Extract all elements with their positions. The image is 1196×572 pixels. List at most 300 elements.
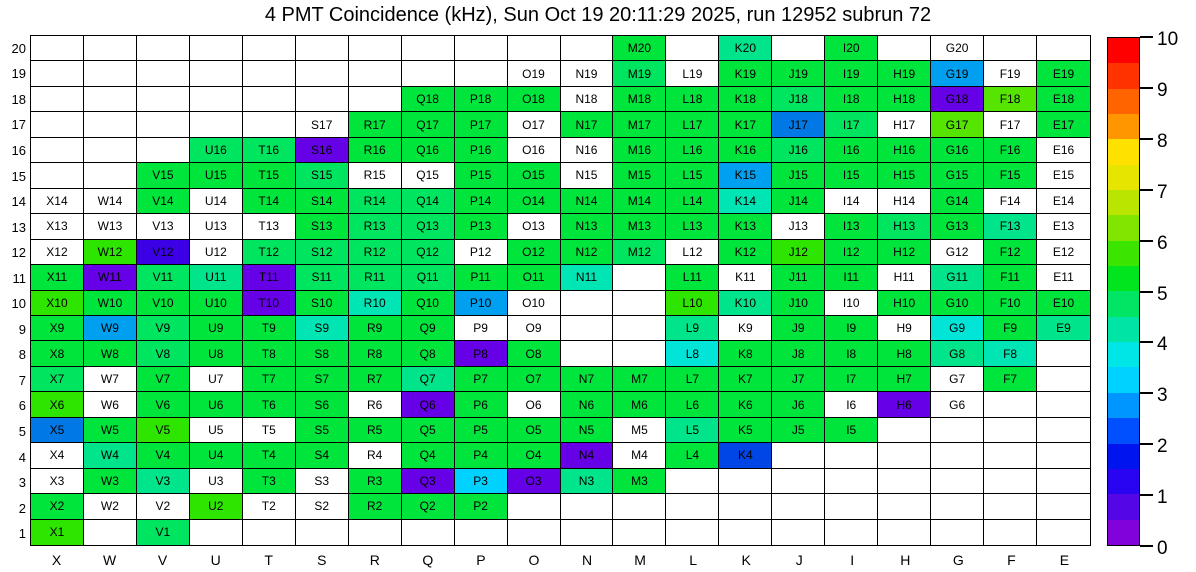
heatmap-cell-K16: K16 <box>719 138 772 163</box>
heatmap-cell-U10: U10 <box>190 291 243 316</box>
heatmap-cell-empty <box>878 36 931 61</box>
heatmap-cell-H10: H10 <box>878 291 931 316</box>
heatmap-cell-T2: T2 <box>243 494 296 519</box>
heatmap-cell-I12: I12 <box>825 240 878 265</box>
colorbar-band-10 <box>1108 291 1139 316</box>
heatmap-cell-Q6: Q6 <box>402 392 455 417</box>
heatmap-cell-S13: S13 <box>296 214 349 239</box>
heatmap-cell-I7: I7 <box>825 367 878 392</box>
heatmap-cell-O6: O6 <box>508 392 561 417</box>
heatmap-cell-empty <box>508 520 561 545</box>
heatmap-cell-empty <box>137 61 190 86</box>
heatmap-cell-J13: J13 <box>772 214 825 239</box>
heatmap-cell-L4: L4 <box>666 443 719 468</box>
y-axis-label-9: 9 <box>18 321 26 337</box>
y-axis-label-3: 3 <box>18 475 26 491</box>
heatmap-cell-empty <box>878 469 931 494</box>
heatmap-cell-I18: I18 <box>825 87 878 112</box>
heatmap-cell-P7: P7 <box>455 367 508 392</box>
heatmap-cell-G9: G9 <box>931 316 984 341</box>
colorbar-tick-5 <box>1140 291 1153 293</box>
heatmap-cell-N16: N16 <box>561 138 614 163</box>
heatmap-cell-W3: W3 <box>84 469 137 494</box>
heatmap-cell-U7: U7 <box>190 367 243 392</box>
heatmap-cell-empty <box>190 87 243 112</box>
heatmap-cell-J17: J17 <box>772 112 825 137</box>
heatmap-cell-Q8: Q8 <box>402 341 455 366</box>
heatmap-cell-J16: J16 <box>772 138 825 163</box>
heatmap-cell-W13: W13 <box>84 214 137 239</box>
heatmap-cell-P15: P15 <box>455 163 508 188</box>
heatmap-cell-empty <box>772 36 825 61</box>
heatmap-cell-F18: F18 <box>984 87 1037 112</box>
heatmap-cell-empty <box>772 520 825 545</box>
heatmap-cell-W11: W11 <box>84 265 137 290</box>
colorbar-label-2: 2 <box>1157 436 1168 458</box>
heatmap-cell-empty <box>878 443 931 468</box>
heatmap-cell-V3: V3 <box>137 469 190 494</box>
heatmap-cell-empty <box>1037 367 1090 392</box>
heatmap-cell-empty <box>825 520 878 545</box>
x-axis-label-Q: Q <box>422 552 434 568</box>
heatmap-cell-M19: M19 <box>613 61 666 86</box>
heatmap-cell-S15: S15 <box>296 163 349 188</box>
heatmap-cell-empty <box>984 418 1037 443</box>
heatmap-cell-empty <box>243 87 296 112</box>
heatmap-cell-J12: J12 <box>772 240 825 265</box>
heatmap-cell-empty <box>1037 341 1090 366</box>
heatmap-cell-R4: R4 <box>349 443 402 468</box>
heatmap-cell-empty <box>349 520 402 545</box>
heatmap-cell-empty <box>84 87 137 112</box>
heatmap-cell-N3: N3 <box>561 469 614 494</box>
heatmap-cell-K14: K14 <box>719 189 772 214</box>
heatmap-cell-P10: P10 <box>455 291 508 316</box>
heatmap-cell-empty <box>878 418 931 443</box>
heatmap-cell-S10: S10 <box>296 291 349 316</box>
heatmap-cell-empty <box>561 316 614 341</box>
heatmap-cell-W5: W5 <box>84 418 137 443</box>
heatmap-cell-empty <box>508 36 561 61</box>
heatmap-cell-N17: N17 <box>561 112 614 137</box>
heatmap-cell-U12: U12 <box>190 240 243 265</box>
heatmap-cell-empty <box>561 341 614 366</box>
heatmap-cell-J7: J7 <box>772 367 825 392</box>
heatmap-cell-X5: X5 <box>31 418 84 443</box>
heatmap-cell-I14: I14 <box>825 189 878 214</box>
heatmap-cell-T15: T15 <box>243 163 296 188</box>
heatmap-cell-empty <box>825 494 878 519</box>
heatmap-cell-empty <box>931 418 984 443</box>
heatmap-cell-J10: J10 <box>772 291 825 316</box>
colorbar-band-7 <box>1108 215 1139 240</box>
heatmap-cell-empty <box>984 36 1037 61</box>
heatmap-cell-G12: G12 <box>931 240 984 265</box>
heatmap-cell-empty <box>349 36 402 61</box>
heatmap-cell-Q2: Q2 <box>402 494 455 519</box>
heatmap-cell-O14: O14 <box>508 189 561 214</box>
heatmap-cell-R14: R14 <box>349 189 402 214</box>
y-axis-label-16: 16 <box>11 142 26 158</box>
heatmap-cell-empty <box>84 520 137 545</box>
heatmap-cell-X9: X9 <box>31 316 84 341</box>
heatmap-cell-empty <box>561 36 614 61</box>
heatmap-cell-empty <box>666 494 719 519</box>
colorbar-tick-9 <box>1140 87 1153 89</box>
y-axis-label-4: 4 <box>18 449 26 465</box>
heatmap-cell-R13: R13 <box>349 214 402 239</box>
heatmap-cell-M18: M18 <box>613 87 666 112</box>
heatmap-cell-G14: G14 <box>931 189 984 214</box>
heatmap-cell-E10: E10 <box>1037 291 1090 316</box>
heatmap-cell-empty <box>878 520 931 545</box>
heatmap-cell-P9: P9 <box>455 316 508 341</box>
heatmap-cell-K6: K6 <box>719 392 772 417</box>
heatmap-cell-empty <box>931 469 984 494</box>
heatmap-cell-empty <box>137 112 190 137</box>
heatmap-cell-R12: R12 <box>349 240 402 265</box>
heatmap-cell-empty <box>931 520 984 545</box>
heatmap-cell-G16: G16 <box>931 138 984 163</box>
colorbar-band-4 <box>1108 139 1139 164</box>
heatmap-cell-J5: J5 <box>772 418 825 443</box>
heatmap-cell-L7: L7 <box>666 367 719 392</box>
colorbar-band-6 <box>1108 190 1139 215</box>
heatmap-cell-empty <box>613 265 666 290</box>
colorbar-band-12 <box>1108 342 1139 367</box>
heatmap-cell-empty <box>613 341 666 366</box>
y-axis-label-5: 5 <box>18 424 26 440</box>
heatmap-cell-empty <box>508 494 561 519</box>
heatmap-cell-X6: X6 <box>31 392 84 417</box>
x-axis-label-W: W <box>102 552 117 568</box>
heatmap-cell-R8: R8 <box>349 341 402 366</box>
y-axis-label-7: 7 <box>18 372 26 388</box>
heatmap-cell-R16: R16 <box>349 138 402 163</box>
heatmap-cell-E19: E19 <box>1037 61 1090 86</box>
heatmap-cell-empty <box>613 291 666 316</box>
heatmap-cell-empty <box>190 520 243 545</box>
heatmap-cell-W6: W6 <box>84 392 137 417</box>
heatmap-cell-L18: L18 <box>666 87 719 112</box>
heatmap-cell-empty <box>31 61 84 86</box>
heatmap-cell-X11: X11 <box>31 265 84 290</box>
heatmap-cell-R6: R6 <box>349 392 402 417</box>
heatmap-cell-V9: V9 <box>137 316 190 341</box>
heatmap-cell-X10: X10 <box>31 291 84 316</box>
heatmap-cell-J9: J9 <box>772 316 825 341</box>
colorbar-band-0 <box>1108 38 1139 63</box>
heatmap-cell-V5: V5 <box>137 418 190 443</box>
heatmap-cell-O5: O5 <box>508 418 561 443</box>
heatmap-cell-empty <box>84 61 137 86</box>
heatmap-cell-R2: R2 <box>349 494 402 519</box>
heatmap-cell-N6: N6 <box>561 392 614 417</box>
heatmap-cell-I9: I9 <box>825 316 878 341</box>
heatmap-cell-P17: P17 <box>455 112 508 137</box>
heatmap-cell-S2: S2 <box>296 494 349 519</box>
heatmap-cell-I13: I13 <box>825 214 878 239</box>
heatmap-cell-U13: U13 <box>190 214 243 239</box>
heatmap-cell-V13: V13 <box>137 214 190 239</box>
heatmap-cell-O12: O12 <box>508 240 561 265</box>
heatmap-cell-L5: L5 <box>666 418 719 443</box>
heatmap-cell-empty <box>455 61 508 86</box>
heatmap-cell-K5: K5 <box>719 418 772 443</box>
heatmap-cell-K8: K8 <box>719 341 772 366</box>
colorbar-band-15 <box>1108 418 1139 443</box>
heatmap-cell-empty <box>402 520 455 545</box>
heatmap-cell-H16: H16 <box>878 138 931 163</box>
heatmap-cell-G17: G17 <box>931 112 984 137</box>
heatmap-cell-W2: W2 <box>84 494 137 519</box>
heatmap-cell-F7: F7 <box>984 367 1037 392</box>
heatmap-cell-U11: U11 <box>190 265 243 290</box>
y-axis-label-13: 13 <box>11 219 26 235</box>
y-axis-label-8: 8 <box>18 347 26 363</box>
heatmap-cell-Q13: Q13 <box>402 214 455 239</box>
heatmap-cell-Q15: Q15 <box>402 163 455 188</box>
heatmap-cell-X1: X1 <box>31 520 84 545</box>
heatmap-cell-E18: E18 <box>1037 87 1090 112</box>
chart-title: 4 PMT Coincidence (kHz), Sun Oct 19 20:11:29 2025, run 12952 subrun 72 <box>264 4 932 26</box>
heatmap-cell-empty <box>137 36 190 61</box>
heatmap-cell-W4: W4 <box>84 443 137 468</box>
x-axis-label-G: G <box>952 552 964 568</box>
heatmap-cell-H7: H7 <box>878 367 931 392</box>
heatmap-cell-M7: M7 <box>613 367 666 392</box>
heatmap-cell-H8: H8 <box>878 341 931 366</box>
y-axis-label-2: 2 <box>18 500 26 516</box>
x-axis-label-V: V <box>157 552 168 568</box>
heatmap-cell-R15: R15 <box>349 163 402 188</box>
heatmap-cell-empty <box>31 87 84 112</box>
colorbar-tick-0 <box>1140 545 1153 547</box>
heatmap-cell-G20: G20 <box>931 36 984 61</box>
heatmap-cell-E9: E9 <box>1037 316 1090 341</box>
heatmap-cell-H6: H6 <box>878 392 931 417</box>
heatmap-cell-V2: V2 <box>137 494 190 519</box>
heatmap-grid <box>30 35 1091 546</box>
heatmap-cell-L13: L13 <box>666 214 719 239</box>
heatmap-cell-U14: U14 <box>190 189 243 214</box>
heatmap-cell-W10: W10 <box>84 291 137 316</box>
heatmap-cell-G13: G13 <box>931 214 984 239</box>
heatmap-cell-K11: K11 <box>719 265 772 290</box>
heatmap-cell-Q18: Q18 <box>402 87 455 112</box>
colorbar-tick-2 <box>1140 443 1153 445</box>
heatmap-cell-E11: E11 <box>1037 265 1090 290</box>
heatmap-cell-M16: M16 <box>613 138 666 163</box>
heatmap-cell-U15: U15 <box>190 163 243 188</box>
heatmap-cell-S17: S17 <box>296 112 349 137</box>
heatmap-cell-empty <box>1037 36 1090 61</box>
heatmap-cell-M5: M5 <box>613 418 666 443</box>
heatmap-cell-empty <box>190 36 243 61</box>
heatmap-cell-empty <box>84 163 137 188</box>
heatmap-cell-L11: L11 <box>666 265 719 290</box>
heatmap-cell-O13: O13 <box>508 214 561 239</box>
heatmap-cell-F17: F17 <box>984 112 1037 137</box>
heatmap-cell-T10: T10 <box>243 291 296 316</box>
heatmap-cell-empty <box>984 494 1037 519</box>
colorbar-band-18 <box>1108 494 1139 519</box>
heatmap-cell-H19: H19 <box>878 61 931 86</box>
x-axis-label-X: X <box>51 552 62 568</box>
colorbar-tick-10 <box>1140 36 1153 38</box>
x-axis-label-I: I <box>850 552 855 568</box>
heatmap-cell-empty <box>349 61 402 86</box>
heatmap-cell-V1: V1 <box>137 520 190 545</box>
heatmap-cell-S6: S6 <box>296 392 349 417</box>
heatmap-cell-U8: U8 <box>190 341 243 366</box>
heatmap-cell-J15: J15 <box>772 163 825 188</box>
heatmap-cell-S4: S4 <box>296 443 349 468</box>
heatmap-cell-W14: W14 <box>84 189 137 214</box>
heatmap-cell-F11: F11 <box>984 265 1037 290</box>
heatmap-cell-Q14: Q14 <box>402 189 455 214</box>
heatmap-cell-O11: O11 <box>508 265 561 290</box>
heatmap-cell-J14: J14 <box>772 189 825 214</box>
heatmap-cell-empty <box>190 112 243 137</box>
heatmap-cell-empty <box>84 36 137 61</box>
heatmap-cell-K20: K20 <box>719 36 772 61</box>
heatmap-cell-O19: O19 <box>508 61 561 86</box>
y-axis-label-6: 6 <box>18 398 26 414</box>
heatmap-cell-P13: P13 <box>455 214 508 239</box>
heatmap-cell-S9: S9 <box>296 316 349 341</box>
heatmap-cell-empty <box>666 469 719 494</box>
heatmap-cell-N19: N19 <box>561 61 614 86</box>
heatmap-cell-empty <box>719 469 772 494</box>
heatmap-cell-empty <box>31 163 84 188</box>
heatmap-cell-O18: O18 <box>508 87 561 112</box>
heatmap-cell-H11: H11 <box>878 265 931 290</box>
colorbar-band-1 <box>1108 63 1139 88</box>
heatmap-cell-R9: R9 <box>349 316 402 341</box>
heatmap-cell-empty <box>1037 443 1090 468</box>
heatmap-cell-N12: N12 <box>561 240 614 265</box>
colorbar-tick-8 <box>1140 138 1153 140</box>
heatmap-cell-F16: F16 <box>984 138 1037 163</box>
heatmap-cell-empty <box>984 469 1037 494</box>
heatmap-cell-V4: V4 <box>137 443 190 468</box>
heatmap-cell-J19: J19 <box>772 61 825 86</box>
heatmap-cell-Q12: Q12 <box>402 240 455 265</box>
x-axis-label-S: S <box>317 552 327 568</box>
x-axis-label-L: L <box>689 552 697 568</box>
heatmap-cell-N11: N11 <box>561 265 614 290</box>
heatmap-cell-M12: M12 <box>613 240 666 265</box>
heatmap-cell-U5: U5 <box>190 418 243 443</box>
heatmap-cell-empty <box>825 469 878 494</box>
heatmap-cell-H12: H12 <box>878 240 931 265</box>
heatmap-cell-empty <box>878 494 931 519</box>
heatmap-cell-L14: L14 <box>666 189 719 214</box>
heatmap-cell-empty <box>613 316 666 341</box>
heatmap-cell-J6: J6 <box>772 392 825 417</box>
heatmap-cell-V7: V7 <box>137 367 190 392</box>
heatmap-cell-R3: R3 <box>349 469 402 494</box>
heatmap-cell-K9: K9 <box>719 316 772 341</box>
heatmap-cell-H9: H9 <box>878 316 931 341</box>
heatmap-cell-N15: N15 <box>561 163 614 188</box>
heatmap-cell-X4: X4 <box>31 443 84 468</box>
x-axis-label-K: K <box>741 552 751 568</box>
heatmap-cell-H15: H15 <box>878 163 931 188</box>
heatmap-cell-empty <box>243 520 296 545</box>
heatmap-cell-M15: M15 <box>613 163 666 188</box>
colorbar-band-8 <box>1108 241 1139 266</box>
heatmap-cell-X12: X12 <box>31 240 84 265</box>
colorbar-label-10: 10 <box>1157 29 1179 50</box>
heatmap-cell-S3: S3 <box>296 469 349 494</box>
heatmap-cell-X7: X7 <box>31 367 84 392</box>
heatmap-cell-K4: K4 <box>719 443 772 468</box>
heatmap-cell-K15: K15 <box>719 163 772 188</box>
heatmap-cell-empty <box>984 520 1037 545</box>
heatmap-cell-I5: I5 <box>825 418 878 443</box>
heatmap-cell-empty <box>719 494 772 519</box>
heatmap-cell-T3: T3 <box>243 469 296 494</box>
heatmap-cell-empty <box>666 36 719 61</box>
heatmap-cell-O17: O17 <box>508 112 561 137</box>
heatmap-cell-N5: N5 <box>561 418 614 443</box>
heatmap-cell-L15: L15 <box>666 163 719 188</box>
heatmap-cell-P8: P8 <box>455 341 508 366</box>
heatmap-cell-I15: I15 <box>825 163 878 188</box>
heatmap-cell-E16: E16 <box>1037 138 1090 163</box>
heatmap-cell-empty <box>561 291 614 316</box>
heatmap-cell-T12: T12 <box>243 240 296 265</box>
heatmap-cell-F10: F10 <box>984 291 1037 316</box>
colorbar-label-7: 7 <box>1157 181 1168 203</box>
heatmap-cell-S7: S7 <box>296 367 349 392</box>
heatmap-cell-G6: G6 <box>931 392 984 417</box>
heatmap-cell-S16: S16 <box>296 138 349 163</box>
heatmap-cell-P11: P11 <box>455 265 508 290</box>
colorbar-band-16 <box>1108 444 1139 469</box>
colorbar-label-3: 3 <box>1157 385 1168 407</box>
heatmap-cell-T5: T5 <box>243 418 296 443</box>
heatmap-cell-X3: X3 <box>31 469 84 494</box>
heatmap-cell-U4: U4 <box>190 443 243 468</box>
heatmap-cell-I8: I8 <box>825 341 878 366</box>
heatmap-cell-U6: U6 <box>190 392 243 417</box>
heatmap-cell-Q17: Q17 <box>402 112 455 137</box>
y-axis-label-20: 20 <box>11 40 26 56</box>
x-axis-label-O: O <box>528 552 540 568</box>
heatmap-cell-G15: G15 <box>931 163 984 188</box>
x-axis-label-H: H <box>900 552 911 568</box>
heatmap-cell-T11: T11 <box>243 265 296 290</box>
heatmap-cell-V11: V11 <box>137 265 190 290</box>
colorbar-band-2 <box>1108 89 1139 114</box>
heatmap-cell-S8: S8 <box>296 341 349 366</box>
heatmap-cell-empty <box>1037 392 1090 417</box>
colorbar-band-19 <box>1108 520 1139 545</box>
heatmap-cell-I10: I10 <box>825 291 878 316</box>
x-axis-label-J: J <box>795 552 803 568</box>
heatmap-cell-T9: T9 <box>243 316 296 341</box>
colorbar-band-11 <box>1108 317 1139 342</box>
heatmap-cell-H14: H14 <box>878 189 931 214</box>
heatmap-cell-L6: L6 <box>666 392 719 417</box>
colorbar-label-9: 9 <box>1157 79 1168 101</box>
heatmap-cell-L9: L9 <box>666 316 719 341</box>
heatmap-cell-H13: H13 <box>878 214 931 239</box>
colorbar-tick-4 <box>1140 341 1153 343</box>
